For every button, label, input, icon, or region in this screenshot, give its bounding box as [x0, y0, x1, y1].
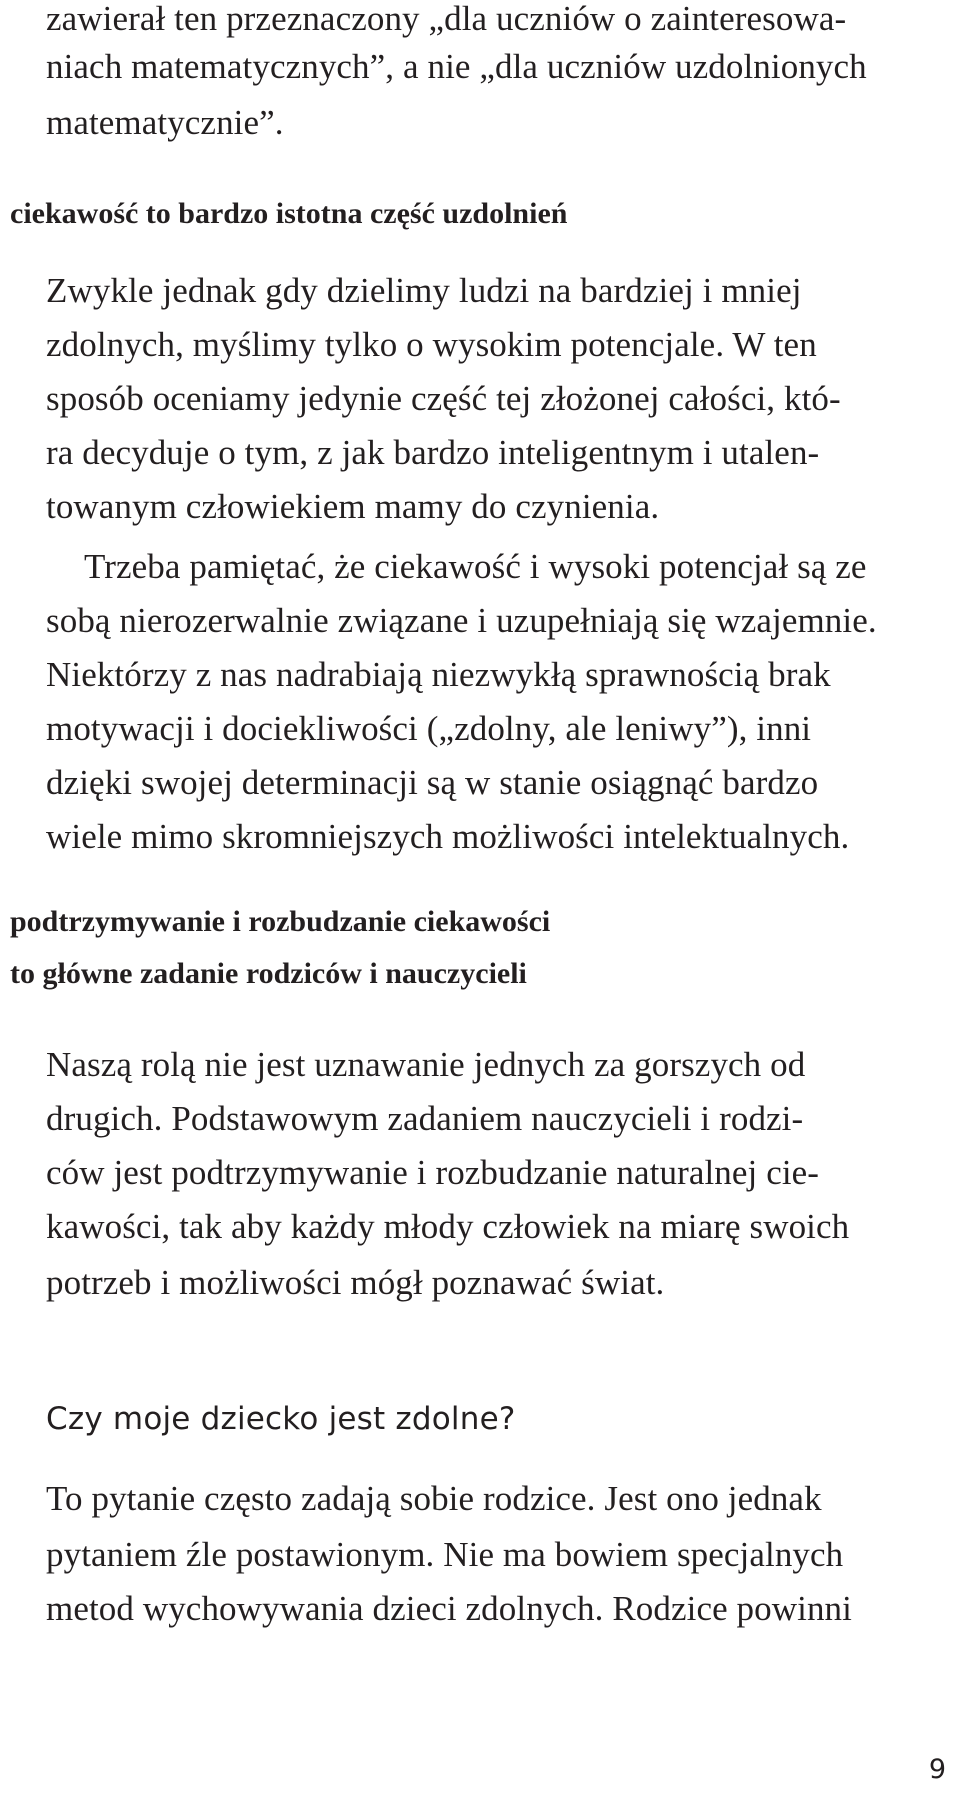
text-line: towanym człowiekiem mamy do czynienia. [46, 487, 660, 526]
text-line: To pytanie często zadają sobie rodzice. Jest ono jednak [46, 1479, 822, 1518]
text-line: niach matematycznych”, a nie „dla uczniów uzdolnionych [46, 47, 867, 86]
text-line: drugich. Podstawowym zadaniem nauczycieli i rodzi- [46, 1099, 804, 1138]
text-line: Niektórzy z nas nadrabiają niezwykłą sprawnością brak [46, 655, 831, 694]
text-line: dzięki swojej determinacji są w stanie osiągnąć bardzo [46, 763, 819, 802]
text-line: Trzeba pamiętać, że ciekawość i wysoki potencjał są ze [84, 547, 867, 586]
text-line: sobą nierozerwalnie związane i uzupełniają się wzajemnie. [46, 601, 877, 640]
text-line: matematycznie”. [46, 103, 284, 142]
text-line: motywacji i dociekliwości („zdolny, ale leniwy”), inni [46, 709, 812, 748]
text-line: zdolnych, myślimy tylko o wysokim potencjale. W ten [46, 325, 817, 364]
section-heading: podtrzymywanie i rozbudzanie ciekawości [10, 905, 551, 938]
text-line: metod wychowywania dzieci zdolnych. Rodzice powinni [46, 1589, 852, 1628]
text-line: potrzeb i możliwości mógł poznawać świat. [46, 1263, 665, 1302]
text-line: Zwykle jednak gdy dzielimy ludzi na bardziej i mniej [46, 271, 802, 310]
text-line: wiele mimo skromniejszych możliwości intelektualnych. [46, 817, 850, 856]
section-heading: ciekawość to bardzo istotna część uzdolnień [10, 197, 568, 230]
text-line: zawierał ten przeznaczony „dla uczniów o zainteresowa- [46, 0, 847, 38]
text-line: Naszą rolą nie jest uznawanie jednych za gorszych od [46, 1045, 806, 1084]
text-line: ców jest podtrzymywanie i rozbudzanie naturalnej cie- [46, 1153, 820, 1192]
text-line: ra decyduje o tym, z jak bardzo inteligentnym i utalen- [46, 433, 820, 472]
text-line: kawości, tak aby każdy młody człowiek na miarę swoich [46, 1207, 850, 1246]
page-number: 9 [928, 1754, 946, 1785]
section-title: Czy moje dziecko jest zdolne? [46, 1401, 516, 1437]
text-line: sposób oceniamy jedynie część tej złożonej całości, któ- [46, 379, 841, 418]
text-line: pytaniem źle postawionym. Nie ma bowiem specjalnych [46, 1535, 844, 1574]
section-heading: to główne zadanie rodziców i nauczycieli [10, 957, 527, 990]
